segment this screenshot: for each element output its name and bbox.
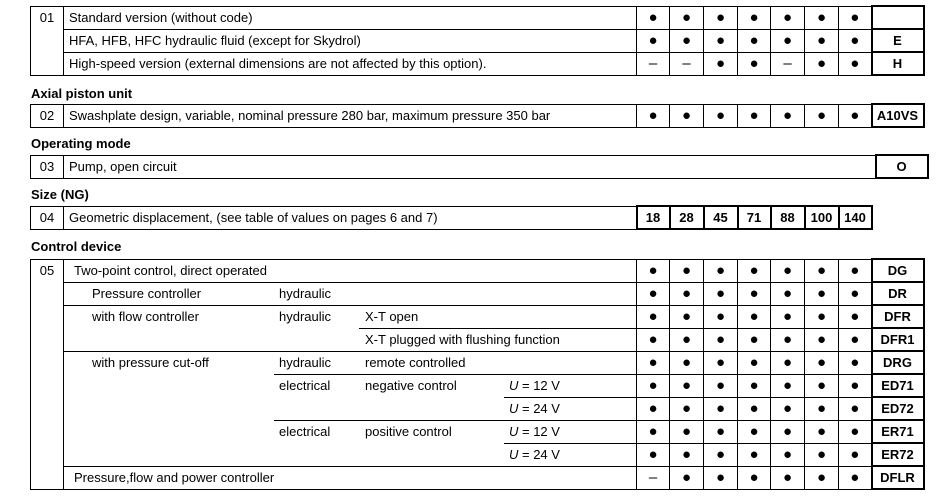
- control-variant: positive control: [365, 424, 452, 439]
- mark-cell: ●: [805, 328, 839, 351]
- mark-cell: ●: [771, 282, 805, 305]
- mark-cell: ●: [637, 305, 670, 328]
- control-variant: negative control: [365, 378, 457, 393]
- size-value: 45: [704, 206, 738, 229]
- row-description: [64, 420, 637, 443]
- mark-cell: ●: [704, 351, 738, 374]
- row-number: 03: [31, 155, 64, 178]
- mark-cell: ●: [637, 259, 670, 282]
- mark-cell: ●: [805, 305, 839, 328]
- row-number: 04: [31, 206, 64, 229]
- mark-cell: ●: [704, 52, 738, 75]
- table-row: [31, 6, 924, 29]
- actuation-type: hydraulic: [279, 309, 332, 325]
- actuation-type: hydraulic: [279, 286, 332, 301]
- order-code: DG: [872, 259, 924, 282]
- order-code: DR: [872, 282, 924, 305]
- mark-cell: ●: [704, 6, 738, 29]
- mark-cell: ●: [637, 374, 670, 397]
- row-description: Swashplate design, variable, nominal pressure 280 bar, maximum pressure 350 bar: [64, 104, 637, 127]
- mark-cell: ●: [839, 104, 872, 127]
- row-description: Standard version (without code): [64, 6, 637, 29]
- mark-cell: ●: [805, 259, 839, 282]
- mark-cell: ●: [738, 259, 771, 282]
- row-description: [64, 328, 637, 351]
- order-code: H: [872, 52, 924, 75]
- mark-cell: ●: [637, 104, 670, 127]
- control-variant: X-T open: [365, 309, 419, 325]
- mark-cell: ●: [738, 104, 771, 127]
- row-description: Pump, open circuit: [64, 155, 876, 178]
- mark-cell: ●: [839, 420, 872, 443]
- mark-cell: ●: [805, 374, 839, 397]
- mark-cell: ●: [771, 6, 805, 29]
- row-number: 01: [31, 6, 64, 75]
- row-description: Geometric displacement, (see table of values on pages 6 and 7): [64, 206, 637, 229]
- mark-cell: ●: [670, 6, 704, 29]
- mark-cell: ●: [771, 443, 805, 466]
- voltage: U = 12 V: [509, 378, 560, 393]
- mark-cell: ●: [670, 104, 704, 127]
- table-row: [31, 259, 924, 282]
- row-description: [64, 282, 637, 305]
- table-row: [31, 328, 924, 351]
- table-row: [31, 374, 924, 397]
- control-label: with pressure cut-off: [92, 355, 209, 371]
- control-label: Pressure,flow and power controller: [74, 470, 275, 485]
- mark-cell: ●: [805, 351, 839, 374]
- table-row: [31, 305, 924, 328]
- mark-cell: ●: [839, 374, 872, 397]
- table-row: [31, 52, 924, 75]
- mark-cell: ●: [637, 443, 670, 466]
- order-code: DFLR: [872, 466, 924, 489]
- mark-cell: ●: [771, 374, 805, 397]
- order-code: DRG: [872, 351, 924, 374]
- control-variant: X-T plugged with flushing function: [365, 331, 560, 347]
- mark-cell: ●: [839, 52, 872, 75]
- size-value: 88: [771, 206, 805, 229]
- mark-cell: ●: [670, 420, 704, 443]
- size-value: 18: [637, 206, 670, 229]
- mark-cell: –: [771, 52, 805, 75]
- mark-cell: ●: [738, 305, 771, 328]
- row-description: [64, 305, 637, 328]
- voltage: U = 24 V: [509, 401, 560, 416]
- order-code: DFR: [872, 305, 924, 328]
- mark-cell: ●: [839, 466, 872, 489]
- row-number: 02: [31, 104, 64, 127]
- mark-cell: ●: [704, 443, 738, 466]
- mark-cell: ●: [637, 397, 670, 420]
- mark-cell: ●: [738, 466, 771, 489]
- mark-cell: ●: [704, 397, 738, 420]
- mark-cell: ●: [704, 374, 738, 397]
- section-heading-size: Size (NG): [31, 187, 89, 202]
- mark-cell: ●: [670, 374, 704, 397]
- table-axial-piston: [30, 103, 925, 128]
- actuation-type: electrical: [279, 378, 331, 393]
- mark-cell: ●: [704, 282, 738, 305]
- mark-cell: ●: [839, 328, 872, 351]
- control-variant: remote controlled: [365, 355, 466, 371]
- table-row: [31, 29, 924, 52]
- actuation-type: hydraulic: [279, 355, 332, 371]
- mark-cell: ●: [670, 466, 704, 489]
- mark-cell: ●: [738, 420, 771, 443]
- order-code: O: [876, 155, 928, 178]
- mark-cell: ●: [704, 466, 738, 489]
- row-description: [64, 397, 637, 420]
- size-value: 140: [839, 206, 872, 229]
- mark-cell: ●: [637, 351, 670, 374]
- order-code: DFR1: [872, 328, 924, 351]
- mark-cell: ●: [670, 397, 704, 420]
- mark-cell: ●: [637, 6, 670, 29]
- table-row: [31, 104, 924, 127]
- mark-cell: ●: [637, 328, 670, 351]
- mark-cell: ●: [670, 29, 704, 52]
- size-value: 28: [670, 206, 704, 229]
- voltage: U = 24 V: [509, 446, 560, 462]
- order-code: ER72: [872, 443, 924, 466]
- mark-cell: ●: [637, 282, 670, 305]
- order-code: ED72: [872, 397, 924, 420]
- table-group-01: [30, 5, 925, 76]
- section-heading-operating-mode: Operating mode: [31, 136, 131, 151]
- mark-cell: ●: [771, 328, 805, 351]
- row-description: [64, 443, 637, 466]
- mark-cell: ●: [805, 104, 839, 127]
- mark-cell: ●: [839, 282, 872, 305]
- table-row: [31, 351, 924, 374]
- mark-cell: ●: [839, 6, 872, 29]
- table-row: [31, 282, 924, 305]
- mark-cell: ●: [637, 420, 670, 443]
- actuation-type: electrical: [279, 424, 331, 439]
- order-code: A10VS: [872, 104, 924, 127]
- mark-cell: ●: [637, 29, 670, 52]
- mark-cell: ●: [670, 328, 704, 351]
- mark-cell: –: [637, 466, 670, 489]
- mark-cell: ●: [771, 29, 805, 52]
- order-code: [872, 6, 924, 29]
- mark-cell: ●: [839, 397, 872, 420]
- mark-cell: ●: [805, 6, 839, 29]
- mark-cell: ●: [738, 351, 771, 374]
- mark-cell: –: [670, 52, 704, 75]
- mark-cell: ●: [670, 443, 704, 466]
- size-value: 100: [805, 206, 839, 229]
- table-row: [31, 155, 928, 178]
- row-description: HFA, HFB, HFC hydraulic fluid (except for Skydrol): [64, 29, 637, 52]
- mark-cell: ●: [805, 420, 839, 443]
- mark-cell: ●: [771, 259, 805, 282]
- mark-cell: ●: [738, 29, 771, 52]
- table-operating-mode: [30, 154, 929, 179]
- mark-cell: –: [637, 52, 670, 75]
- row-description: [64, 259, 637, 282]
- table-row: [31, 206, 924, 229]
- table-row: [31, 397, 924, 420]
- mark-cell: ●: [704, 104, 738, 127]
- order-code: ED71: [872, 374, 924, 397]
- order-code: E: [872, 29, 924, 52]
- size-value: 71: [738, 206, 771, 229]
- mark-cell: ●: [738, 374, 771, 397]
- mark-cell: ●: [738, 282, 771, 305]
- control-label: Pressure controller: [92, 286, 202, 301]
- row-description: High-speed version (external dimensions are not affected by this option).: [64, 52, 637, 75]
- row-description: [64, 351, 637, 374]
- table-row: [31, 443, 924, 466]
- mark-cell: ●: [704, 328, 738, 351]
- mark-cell: ●: [704, 420, 738, 443]
- row-description: [64, 374, 637, 397]
- mark-cell: ●: [704, 259, 738, 282]
- mark-cell: ●: [738, 6, 771, 29]
- mark-cell: ●: [805, 443, 839, 466]
- section-heading-control-device: Control device: [31, 239, 122, 254]
- mark-cell: ●: [670, 259, 704, 282]
- table-control-device: [30, 258, 925, 490]
- row-description: [64, 466, 637, 489]
- control-label: Two-point control, direct operated: [74, 263, 267, 278]
- mark-cell: ●: [670, 282, 704, 305]
- mark-cell: ●: [704, 305, 738, 328]
- mark-cell: ●: [839, 443, 872, 466]
- mark-cell: ●: [771, 397, 805, 420]
- order-code: ER71: [872, 420, 924, 443]
- mark-cell: ●: [771, 104, 805, 127]
- mark-cell: ●: [738, 52, 771, 75]
- control-label: with flow controller: [92, 309, 199, 325]
- mark-cell: ●: [839, 351, 872, 374]
- section-heading-axial: Axial piston unit: [31, 86, 133, 101]
- mark-cell: ●: [738, 397, 771, 420]
- mark-cell: ●: [839, 305, 872, 328]
- mark-cell: ●: [805, 466, 839, 489]
- mark-cell: ●: [670, 305, 704, 328]
- voltage: U = 12 V: [509, 424, 560, 439]
- mark-cell: ●: [805, 52, 839, 75]
- mark-cell: ●: [805, 29, 839, 52]
- mark-cell: ●: [738, 328, 771, 351]
- mark-cell: ●: [771, 420, 805, 443]
- mark-cell: ●: [771, 466, 805, 489]
- mark-cell: ●: [738, 443, 771, 466]
- mark-cell: ●: [839, 29, 872, 52]
- table-size: [30, 205, 924, 230]
- mark-cell: ●: [670, 351, 704, 374]
- table-row: [31, 466, 924, 489]
- row-number: 05: [31, 259, 64, 489]
- mark-cell: ●: [839, 259, 872, 282]
- blank-cell: [872, 206, 924, 229]
- mark-cell: ●: [704, 29, 738, 52]
- table-row: [31, 420, 924, 443]
- mark-cell: ●: [771, 351, 805, 374]
- mark-cell: ●: [805, 282, 839, 305]
- mark-cell: ●: [771, 305, 805, 328]
- mark-cell: ●: [805, 397, 839, 420]
